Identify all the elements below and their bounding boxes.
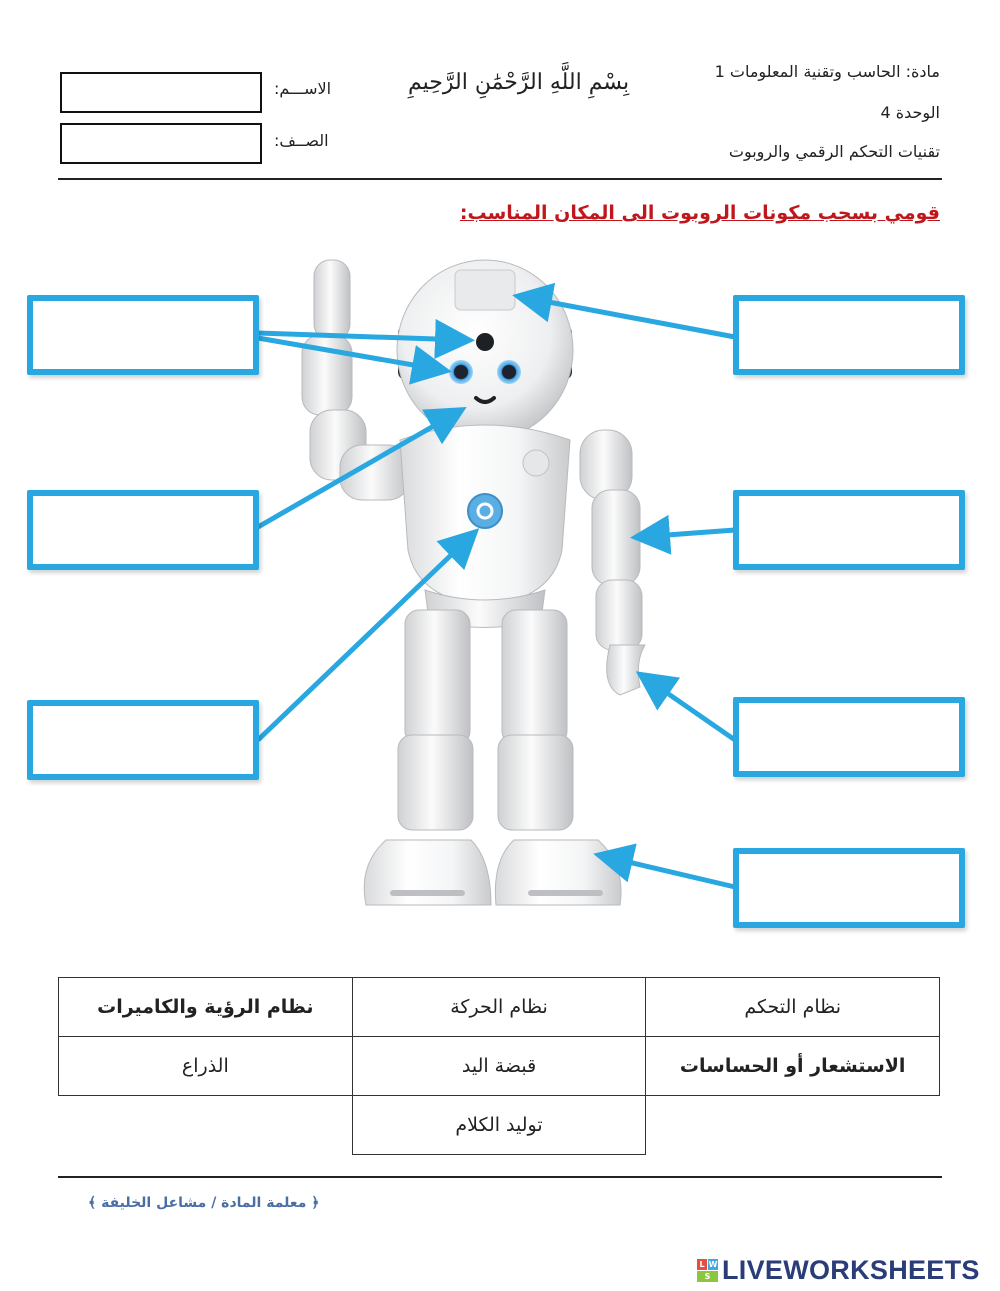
teacher-credit: ﴿ معلمة المادة / مشاعل الخليفة ﴾ bbox=[88, 1195, 320, 1211]
drop-box-hand[interactable] bbox=[733, 697, 965, 777]
word-bank-item[interactable]: الاستشعار أو الحساسات bbox=[646, 1037, 940, 1096]
drop-box-control[interactable] bbox=[27, 700, 259, 780]
brand-icon-s: S bbox=[697, 1271, 718, 1282]
arrow-camera bbox=[258, 333, 465, 340]
drop-box-arm[interactable] bbox=[733, 490, 965, 570]
liveworksheets-icon bbox=[697, 1259, 719, 1283]
arrow-chest bbox=[258, 535, 472, 740]
word-bank-item[interactable]: توليد الكلام bbox=[352, 1096, 646, 1155]
drop-box-head[interactable] bbox=[733, 295, 965, 375]
footer-divider bbox=[58, 1176, 942, 1178]
lesson-label: تقنيات التحكم الرقمي والروبوت bbox=[728, 142, 940, 161]
unit-label: الوحدة 4 bbox=[880, 103, 940, 122]
word-bank-item[interactable]: نظام الرؤية والكاميرات bbox=[59, 978, 353, 1037]
word-bank-item[interactable]: نظام التحكم bbox=[646, 978, 940, 1037]
arrow-head bbox=[522, 297, 735, 337]
drop-box-foot[interactable] bbox=[733, 848, 965, 928]
word-bank-empty-cell bbox=[646, 1096, 940, 1155]
brand-icon-l: L bbox=[697, 1259, 707, 1270]
word-bank-empty-cell bbox=[59, 1096, 353, 1155]
class-label: الصــف: bbox=[274, 131, 329, 150]
brand-icon-w: W bbox=[708, 1260, 718, 1269]
arrow-foot bbox=[603, 856, 735, 887]
word-bank-item[interactable]: قبضة اليد bbox=[352, 1037, 646, 1096]
arrow-hand bbox=[644, 677, 735, 740]
word-bank-item[interactable]: نظام الحركة bbox=[352, 978, 646, 1037]
drop-box-speech[interactable] bbox=[27, 490, 259, 570]
word-bank-table bbox=[58, 977, 940, 1155]
arrow-mouth bbox=[258, 412, 458, 527]
arrow-arm bbox=[640, 530, 735, 537]
basmala: بِسْمِ اللَّهِ الرَّحْمَٰنِ الرَّحِيمِ bbox=[408, 70, 630, 95]
brand-logo[interactable]: LIVEWORKSHEETS bbox=[722, 1255, 980, 1285]
word-bank-item[interactable]: الذراع bbox=[59, 1037, 353, 1096]
arrow-eyes bbox=[258, 338, 442, 370]
name-label: الاســـم: bbox=[274, 79, 332, 98]
subject-label: مادة: الحاسب وتقنية المعلومات 1 bbox=[714, 62, 940, 81]
drop-box-vision[interactable] bbox=[27, 295, 259, 375]
instruction-text: قومي بسحب مكونات الروبوت الى المكان المناسب: bbox=[459, 202, 940, 224]
